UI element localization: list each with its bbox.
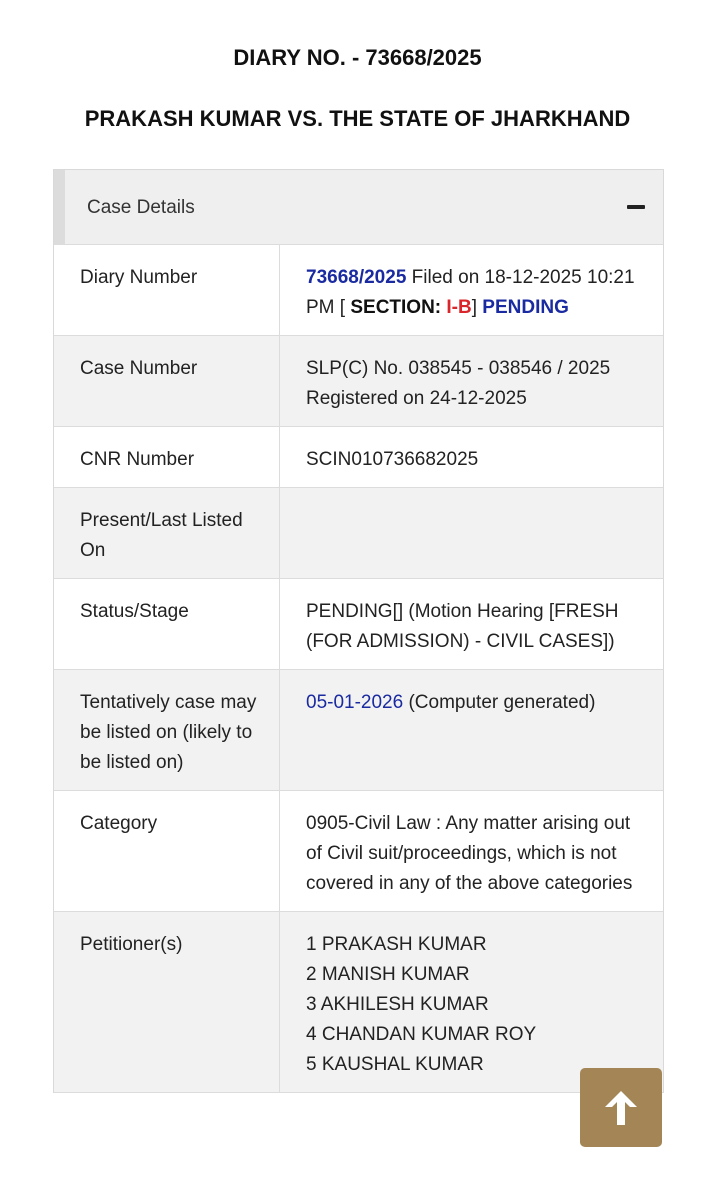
table-row-cnr-number bbox=[54, 427, 663, 488]
tentative-note: (Computer generated) bbox=[403, 692, 596, 713]
diary-number-link[interactable]: 73668/2025 bbox=[306, 267, 407, 288]
section-value: I-B bbox=[446, 297, 472, 318]
table-row-category bbox=[54, 791, 663, 912]
row-value: PENDING[] (Motion Hearing [FRESH (FOR ADMISSION) - CIVIL CASES]) bbox=[280, 579, 664, 670]
row-label: Present/Last Listed On bbox=[54, 488, 280, 579]
panel-header[interactable] bbox=[54, 170, 663, 245]
row-value bbox=[280, 670, 664, 791]
list-item: 5 KAUSHAL KUMAR bbox=[306, 1054, 484, 1075]
case-details-table bbox=[54, 245, 663, 1093]
row-value bbox=[280, 912, 664, 1093]
tentative-date: 05-01-2026 bbox=[306, 692, 404, 713]
list-item: 3 AKHILESH KUMAR bbox=[306, 994, 489, 1015]
case-details-panel bbox=[53, 169, 664, 1093]
row-value: SLP(C) No. 038545 - 038546 / 2025 Registered on 24-12-2025 bbox=[280, 336, 664, 427]
row-label: CNR Number bbox=[54, 427, 280, 488]
table-row-petitioners bbox=[54, 912, 663, 1093]
minus-icon[interactable] bbox=[627, 195, 645, 219]
row-label: Diary Number bbox=[54, 245, 280, 336]
row-label: Petitioner(s) bbox=[54, 912, 280, 1093]
row-value bbox=[280, 488, 664, 579]
row-value: SCIN010736682025 bbox=[280, 427, 664, 488]
row-label: Category bbox=[54, 791, 280, 912]
case-title: PRAKASH KUMAR VS. THE STATE OF JHARKHAND bbox=[84, 106, 631, 131]
row-label: Case Number bbox=[54, 336, 280, 427]
row-value: 0905-Civil Law : Any matter arising out of Civil suit/proceedings, which is not covered in any of the above categories bbox=[280, 791, 664, 912]
list-item: 4 CHANDAN KUMAR ROY bbox=[306, 1024, 537, 1045]
status-badge: PENDING bbox=[482, 297, 569, 318]
list-item: 2 MANISH KUMAR bbox=[306, 964, 470, 985]
close-bracket: ] bbox=[471, 297, 483, 318]
scroll-to-top-button[interactable] bbox=[580, 1068, 662, 1147]
arrow-up-icon bbox=[601, 1088, 641, 1128]
table-row-listed-on bbox=[54, 488, 663, 579]
panel-title: Case Details bbox=[87, 197, 195, 218]
row-label: Status/Stage bbox=[54, 579, 280, 670]
table-row-tentative-listing bbox=[54, 670, 663, 791]
table-row-status bbox=[54, 579, 663, 670]
filed-text: Filed on 18-12-2025 10:21 PM [ bbox=[306, 267, 635, 318]
list-item: 1 PRAKASH KUMAR bbox=[306, 934, 487, 955]
row-label: Tentatively case may be listed on (likely to be listed on) bbox=[54, 670, 280, 791]
row-value bbox=[280, 245, 664, 336]
table-row-diary-number bbox=[54, 245, 663, 336]
table-row-case-number bbox=[54, 336, 663, 427]
panel-header-accent bbox=[54, 170, 65, 244]
diary-title: DIARY NO. - 73668/2025 bbox=[233, 45, 482, 70]
section-label: SECTION: bbox=[350, 297, 447, 318]
